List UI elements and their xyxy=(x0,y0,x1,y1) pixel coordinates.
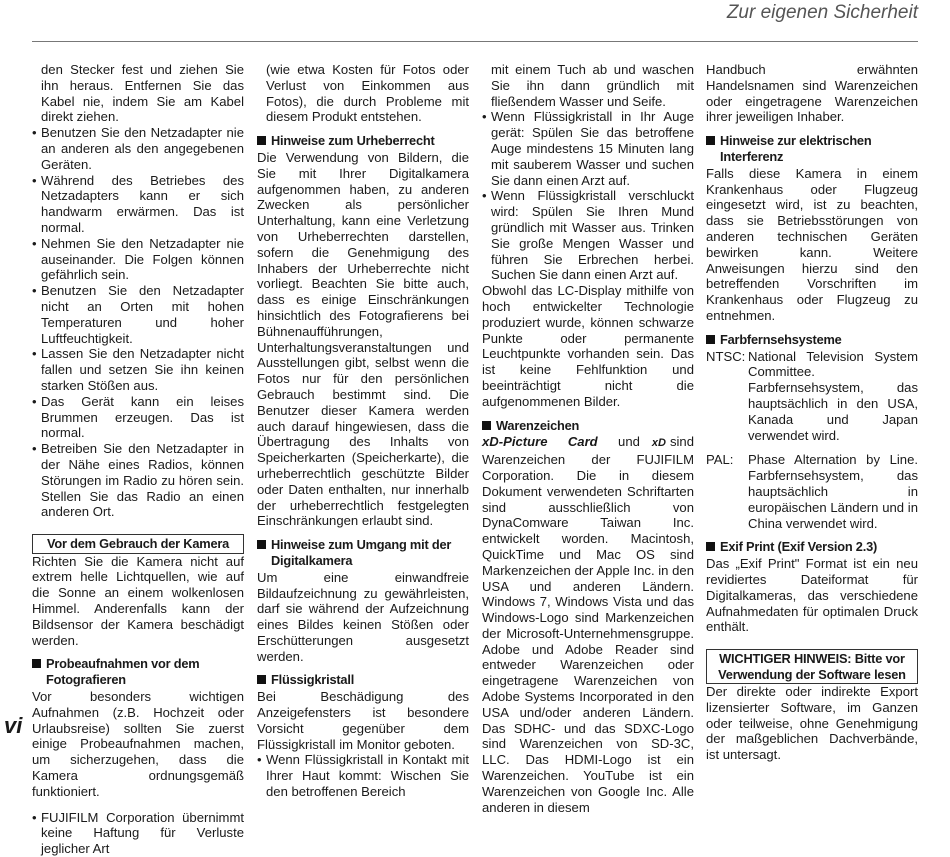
software-notice-text: Der direkte oder indirekte Export lizensierter Software, im Ganzen oder teilweise, ohne Genehmigung der maßgeblichen Dachverbände, ist untersagt. xyxy=(706,684,918,763)
column-1 xyxy=(32,62,244,857)
list-item: • Während des Betriebes des Netzadapters kann er sich handwarm erwärmen. Das ist normal. xyxy=(32,173,244,236)
copyright-heading xyxy=(257,133,469,149)
list-item: • Wenn Flüssigkristall in Kontakt mit Ihrer Haut kommt: Wischen Sie den betroffenen Bereich xyxy=(257,752,469,799)
handling-heading xyxy=(257,537,469,569)
header-divider xyxy=(32,41,918,42)
heading-text: Probeaufnahmen vor dem Fotografieren xyxy=(46,656,200,688)
paragraph-continuation: Handbuch erwähnten Handelsnamen sind Warenzeichen oder eingetragene Warenzeichen ihrer jeweiligen Inhaber. xyxy=(706,62,918,125)
square-bullet-icon xyxy=(257,675,266,684)
xd-logo-icon: xD xyxy=(651,437,666,450)
heading-text: Warenzeichen xyxy=(496,417,580,433)
xd-brand-name: xD-Picture Card xyxy=(482,434,598,450)
page-header xyxy=(0,0,950,44)
probe-heading xyxy=(32,656,244,688)
column-2 xyxy=(257,62,469,800)
heading-text: Hinweise zum Umgang mit der Digitalkamera xyxy=(271,537,452,568)
square-bullet-icon xyxy=(706,136,715,145)
conjunction: und xyxy=(618,434,640,450)
heading-text: Farbfernsehsysteme xyxy=(720,331,842,347)
adapter-warnings-list xyxy=(32,125,244,520)
software-notice-box-heading: WICHTIGER HINWEIS: Bitte vor Verwendung der Software lesen xyxy=(706,649,918,684)
column-3 xyxy=(482,62,694,815)
square-bullet-icon xyxy=(257,136,266,145)
exif-heading xyxy=(706,539,918,555)
list-item: • Wenn Flüssigkristall verschluckt wird: Spülen Sie Ihren Mund gründlich mit Wasser aus. Trinken Sie große Mengen Wasser und führen Sie Erbrechen herbei. Suchen Sie dann einen Arzt auf. xyxy=(482,188,694,283)
heading-text: Hinweise zum Urheberrecht xyxy=(271,133,435,149)
list-item: • Betreiben Sie den Netzadapter in der Nähe eines Radios, können Störungen im Radio zu hören sein. Stellen Sie das Radio an einen anderen Ort. xyxy=(32,441,244,520)
list-item: • Das Gerät kann ein leises Brummen erzeugen. Das ist normal. xyxy=(32,394,244,441)
heading-text: Flüssigkristall xyxy=(271,672,355,688)
lcd-heading xyxy=(257,672,469,688)
trademark-heading xyxy=(482,418,694,434)
list-item: • FUJIFILM Corporation übernimmt keine Haftung für Verluste jeglicher Art xyxy=(32,810,244,857)
interference-text: Falls diese Kamera in einem Krankenhaus oder Flugzeug eingesetzt wird, ist zu beachten, dass sie Betriebsstörungen von anderen technischen Geräten bewirken kann. Weitere Anweisungen hierzu sind den betreffenden Vorschriften im Krankenhaus oder Flugzeug zu entnehmen. xyxy=(706,165,918,323)
square-bullet-icon xyxy=(257,540,266,549)
probe-text: Vor besonders wichtigen Aufnahmen (z.B. Hochzeit oder Urlaubsreise) sollten Sie zuerst einige Probeaufnahmen machen, um sicherzugehen, dass die Kamera ordnungsgemäß funktioniert. xyxy=(32,688,244,799)
tv-system-description: National Television System Committee. Farbfernsehsystem, das hauptsächlich in den USA, Kanada und Japan verwendet wird. xyxy=(748,348,918,443)
square-bullet-icon xyxy=(706,542,715,551)
square-bullet-icon xyxy=(482,421,491,430)
tv-system-key: PAL: xyxy=(706,452,734,468)
section-title: Zur eigenen Sicherheit xyxy=(726,2,918,23)
tv-system-description: Phase Alternation by Line. Farbfernsehsystem, das hauptsächlich in europäischen Ländern und in China verwendet wird. xyxy=(748,452,918,531)
interference-heading xyxy=(706,133,918,165)
tv-system-entry xyxy=(706,349,918,444)
camera-use-box-heading: Vor dem Gebrauch der Kamera xyxy=(32,534,244,554)
tv-system-entry xyxy=(706,452,918,531)
list-item: • Lassen Sie den Netzadapter nicht fallen und setzen Sie ihn keinen starken Stößen aus. xyxy=(32,346,244,393)
exif-text: Das „Exif Print" Format ist ein neu revidiertes Dateiformat für Digitalkameras, das verschiedene Aufnahmedaten für optimalen Druck enthält. xyxy=(706,556,918,635)
liability-list xyxy=(32,810,244,857)
trademark-text xyxy=(482,434,694,815)
heading-text: Hinweise zur elektrischen Interferenz xyxy=(720,133,872,164)
list-item: • Benutzen Sie den Netzadapter nie an anderen als den angegebenen Geräten. xyxy=(32,125,244,172)
paragraph-continuation: den Stecker fest und ziehen Sie ihn heraus. Entfernen Sie das Kabel nie, indem Sie am Kabel direkt ziehen. xyxy=(41,62,244,125)
square-bullet-icon xyxy=(32,659,41,668)
page-number: vi xyxy=(4,713,23,738)
square-bullet-icon xyxy=(706,335,715,344)
column-4 xyxy=(706,62,918,763)
list-item: • Wenn Flüssigkristall in Ihr Auge gerät: Spülen Sie das betroffene Auge mindestens 15 Minuten lang mit sauberem Wasser und suchen Sie dann einen Arzt auf. xyxy=(482,109,694,188)
list-item: • Benutzen Sie den Netzadapter nicht an Orten mit hohen Temperaturen und hoher Luftfeuchtigkeit. xyxy=(32,283,244,346)
trademark-body: sind Warenzeichen der FUJIFILM Corporation. Die in diesem Dokument verwendeten Schriftarten sind ausschließlich von DynaComware Taiwan Inc. entwickelt worden. Macintosh, QuickTime und Mac OS sind Markenzeichen der Apple Inc. in den USA und anderen Ländern. Windows 7, Windows Vista und das Windows-Logo sind Markenzeichen der Microsoft-Unternehmensgruppe. Adobe und Adobe Reader sind entweder Warenzeichen oder eingetragene Warenzeichen von Adobe Systems Incorporated in den USA und/oder anderen Ländern. Das SDHC- und das SDXC-Logo sind Warenzeichen von SD-3C, LLC. Das HDMI-Logo ist ein Warenzeichen. YouTube ist ein Warenzeichen von Google Inc. Alle anderen in diesem xyxy=(482,434,694,815)
lcd-contact-list xyxy=(482,109,694,283)
lcd-list xyxy=(257,752,469,799)
lcd-text: Bei Beschädigung des Anzeigefensters ist besondere Vorsicht gegenüber dem Flüssigkristall im Monitor geboten. xyxy=(257,689,469,752)
copyright-text: Die Verwendung von Bildern, die Sie mit Ihrer Digitalkamera aufgenommen haben, zu anderen Zwecken als persönlicher Unterhaltung, kann eine Verletzung von Urheberrechten darstellen, sofern die Genehmigung des Inhabers der Urheberrechte nicht vorliegt. Beachten Sie bitte auch, dass es einige Einschränkungen hinsichtlich des Fotografierens bei Bühnenaufführungen, Unterhaltungsveranstaltungen und Ausstellungen gibt, selbst wenn die Fotos nur für den persönlichen Gebrauch bestimmt sind. Die Benutzer dieser Kamera werden auch darauf hingewiesen, dass die Übertragung des Inhalts von Speicherkarten (Speicherkarte), die urheberrechtlich geschützte Bilder oder Daten enthalten, nur innerhalb der urheberrechtlich festgelegten Einschränkungen erlaubt sind. xyxy=(257,149,469,529)
paragraph-continuation: (wie etwa Kosten für Fotos oder Verlust von Einkommen aus Fotos), die durch Probleme mit diesem Produkt entstehen. xyxy=(266,62,469,125)
lcd-note: Obwohl das LC-Display mithilfe von hoch entwickelter Technologie produziert wurde, können schwarze Punkte oder permanente Leuchtpunkte vorhanden sein. Das ist keine Fehlfunktion und beeinträchtigt nicht die aufgenommenen Bilder. xyxy=(482,283,694,409)
paragraph-continuation: mit einem Tuch ab und waschen Sie ihn dann gründlich mit fließendem Wasser und Seife. xyxy=(491,62,694,109)
tv-system-key: NTSC: xyxy=(706,348,746,364)
heading-text: Exif Print (Exif Version 2.3) xyxy=(720,539,878,555)
list-item: • Nehmen Sie den Netzadapter nie auseinander. Die Folgen können gefährlich sein. xyxy=(32,236,244,283)
tv-systems-heading xyxy=(706,332,918,348)
camera-use-text: Richten Sie die Kamera nicht auf extrem helle Lichtquellen, wie auf die Sonne an einem wolkenlosen Himmel. Anderenfalls kann der Bildsensor der Kamera beschädigt werden. xyxy=(32,553,244,648)
handling-text: Um eine einwandfreie Bildaufzeichnung zu gewährleisten, darf sie während der Aufzeichnung eines Bildes keinen Stößen oder Erschütterungen ausgesetzt werden. xyxy=(257,569,469,664)
